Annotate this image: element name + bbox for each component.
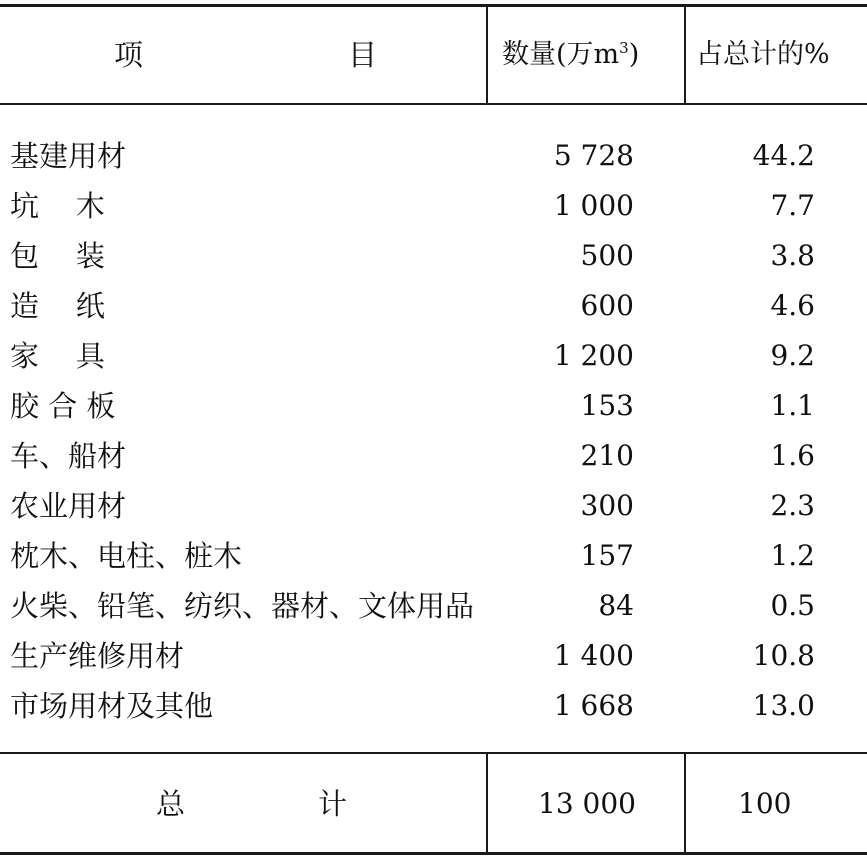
row-name: 家 具 <box>10 339 105 373</box>
table-row <box>0 236 867 286</box>
top-rule <box>0 4 867 7</box>
row-percent: 0.5 <box>770 589 815 622</box>
total-label-char-2: 计 <box>318 787 348 821</box>
header-quantity-text: 数量(万m <box>502 39 620 70</box>
row-percent: 4.6 <box>770 289 815 322</box>
table-row <box>0 286 867 336</box>
row-percent: 13.0 <box>752 689 815 722</box>
row-name: 火柴、铅笔、纺织、器材、文体用品 <box>10 589 475 623</box>
row-quantity: 210 <box>580 439 634 472</box>
header-quantity <box>502 35 639 75</box>
row-percent: 2.3 <box>770 489 815 522</box>
row-quantity: 1 000 <box>553 189 634 222</box>
table-body <box>0 136 867 736</box>
row-name: 生产维修用材 <box>10 639 185 673</box>
header-percent: 占总计的% <box>696 39 830 70</box>
table-row <box>0 186 867 236</box>
row-percent: 7.7 <box>770 189 815 222</box>
row-quantity: 1 668 <box>553 689 634 722</box>
table-row <box>0 586 867 636</box>
row-quantity: 500 <box>580 239 634 272</box>
row-name: 市场用材及其他 <box>10 689 214 723</box>
row-percent: 44.2 <box>752 139 815 172</box>
table-row <box>0 686 867 736</box>
table-row <box>0 336 867 386</box>
row-name: 造 纸 <box>10 289 105 323</box>
table-row <box>0 136 867 186</box>
header-item-char-1: 项 <box>114 38 144 72</box>
header-item-char-2: 目 <box>348 38 378 72</box>
row-quantity: 1 200 <box>553 339 634 372</box>
row-quantity: 300 <box>580 489 634 522</box>
row-quantity: 600 <box>580 289 634 322</box>
footer-divider-2 <box>684 753 686 853</box>
header-quantity-superscript: 3 <box>619 39 629 57</box>
footer-divider-1 <box>486 753 488 853</box>
header-quantity-close: ) <box>628 39 640 70</box>
row-quantity: 84 <box>598 589 634 622</box>
row-quantity: 157 <box>580 539 634 572</box>
table-row <box>0 636 867 686</box>
row-name: 基建用材 <box>10 139 127 173</box>
row-name: 包 装 <box>10 239 105 273</box>
row-percent: 9.2 <box>770 339 815 372</box>
row-name: 坑 木 <box>10 189 105 223</box>
total-rule <box>0 752 867 754</box>
table-row <box>0 386 867 436</box>
row-quantity: 153 <box>580 389 634 422</box>
row-name: 农业用材 <box>10 489 127 523</box>
row-percent: 1.6 <box>770 439 815 472</box>
header-divider-2 <box>684 6 686 104</box>
total-label-char-1: 总 <box>156 787 186 821</box>
row-name: 车、船材 <box>10 439 127 473</box>
total-percent: 100 <box>738 787 792 820</box>
row-percent: 1.2 <box>770 539 815 572</box>
row-percent: 3.8 <box>770 239 815 272</box>
bottom-rule <box>0 852 867 855</box>
row-name: 胶 合 板 <box>10 389 116 423</box>
row-percent: 10.8 <box>752 639 815 672</box>
header-rule <box>0 103 867 105</box>
table-row <box>0 486 867 536</box>
table-row <box>0 436 867 486</box>
table-row <box>0 536 867 586</box>
row-name: 枕木、电柱、桩木 <box>10 539 243 573</box>
total-quantity: 13 000 <box>538 787 636 820</box>
row-percent: 1.1 <box>770 389 815 422</box>
row-quantity: 5 728 <box>553 139 634 172</box>
row-quantity: 1 400 <box>553 639 634 672</box>
header-divider-1 <box>486 6 488 104</box>
